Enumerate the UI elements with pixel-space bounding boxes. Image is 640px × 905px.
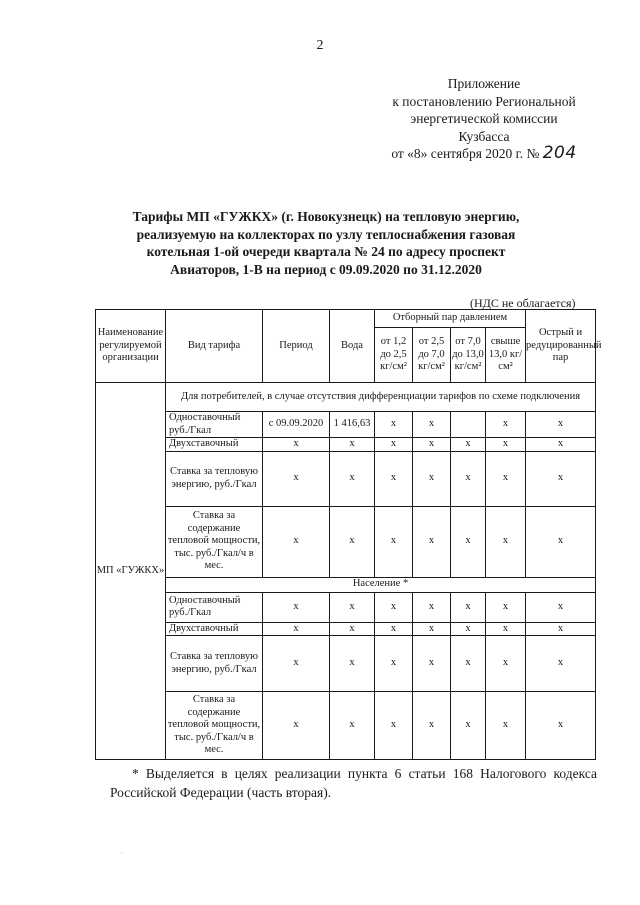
cell-pressure-4: x <box>486 412 526 438</box>
header-steam-group: Отборный пар давлением <box>375 310 526 328</box>
cell-period: x <box>263 438 330 452</box>
cell-pressure-4: x <box>486 622 526 636</box>
cell-water: x <box>330 592 375 622</box>
tariff-type: Ставка за тепловую энергию, руб./Гкал <box>166 636 263 692</box>
cell-pressure-3: x <box>451 622 486 636</box>
header-pressure-1: от 1,2 до 2,5 кг/см² <box>375 328 413 383</box>
cell-sharp-steam: x <box>526 412 596 438</box>
cell-period: x <box>263 592 330 622</box>
vat-note: (НДС не облагается) <box>470 296 576 310</box>
header-sharp-steam: Острый и редуцированный пар <box>526 310 596 383</box>
cell-period: с 09.09.2020 <box>263 412 330 438</box>
tariff-type: Одноставочный руб./Гкал <box>166 592 263 622</box>
cell-pressure-1: x <box>375 506 413 577</box>
tariff-type: Двухставочный <box>166 438 263 452</box>
cell-period: x <box>263 692 330 760</box>
tariff-type: Ставка за содержание тепловой мощности, тыс. руб./Гкал/ч в мес. <box>166 692 263 760</box>
cell-pressure-3 <box>451 412 486 438</box>
cell-pressure-1: x <box>375 622 413 636</box>
cell-water: x <box>330 622 375 636</box>
cell-pressure-1: x <box>375 438 413 452</box>
organization-name: МП «ГУЖКХ» <box>96 383 166 760</box>
decree-number-handwritten: 204 <box>542 143 577 163</box>
cell-pressure-4: x <box>486 438 526 452</box>
appendix-title: Приложение <box>447 76 521 91</box>
cell-pressure-1: x <box>375 636 413 692</box>
header-pressure-3: от 7,0 до 13,0 кг/см² <box>451 328 486 383</box>
cell-sharp-steam: x <box>526 692 596 760</box>
cell-sharp-steam: x <box>526 438 596 452</box>
appendix-date: от «8» сентября 2020 г. № <box>391 146 540 161</box>
section-population: Население * <box>166 577 596 592</box>
cell-period: x <box>263 622 330 636</box>
document-title: Тарифы МП «ГУЖКХ» (г. Новокузнецк) на тепловую энергию, реализуемую на коллекторах по узлу теплоснабжения газовая котельная 1-ой очереди квартала № 24 по адресу проспект Авиаторов, 1-В на период с 09.09.2020 по 31.12.2020 <box>132 209 520 277</box>
cell-water: 1 416,63 <box>330 412 375 438</box>
cell-water: x <box>330 451 375 506</box>
cell-water: x <box>330 506 375 577</box>
cell-pressure-2: x <box>413 592 451 622</box>
footnote: * Выделяется в целях реализации пункта 6 статьи 168 Налогового кодекса Российской Федерации (часть вторая). <box>110 766 597 800</box>
cell-sharp-steam: x <box>526 622 596 636</box>
header-pressure-4: свыше 13,0 кг/см² <box>486 328 526 383</box>
tariff-type: Одноставочный руб./Гкал <box>166 412 263 438</box>
cell-pressure-3: x <box>451 592 486 622</box>
cell-sharp-steam: x <box>526 451 596 506</box>
cell-sharp-steam: x <box>526 636 596 692</box>
cell-pressure-4: x <box>486 451 526 506</box>
cell-pressure-3: x <box>451 636 486 692</box>
page-number: 2 <box>316 38 324 53</box>
appendix-date-line <box>378 145 590 163</box>
cell-pressure-4: x <box>486 692 526 760</box>
cell-pressure-1: x <box>375 412 413 438</box>
cell-sharp-steam: x <box>526 592 596 622</box>
cell-pressure-2: x <box>413 438 451 452</box>
cell-period: x <box>263 506 330 577</box>
cell-pressure-3: x <box>451 438 486 452</box>
cell-pressure-2: x <box>413 412 451 438</box>
cell-pressure-1: x <box>375 451 413 506</box>
cell-water: x <box>330 438 375 452</box>
cell-pressure-4: x <box>486 592 526 622</box>
stray-mark: ` <box>121 853 123 859</box>
cell-pressure-3: x <box>451 692 486 760</box>
tariff-type: Двухставочный <box>166 622 263 636</box>
section-consumers: Для потребителей, в случае отсутствия дифференциации тарифов по схеме подключения <box>166 383 596 412</box>
tariff-type: Ставка за содержание тепловой мощности, тыс. руб./Гкал/ч в мес. <box>166 506 263 577</box>
header-water: Вода <box>330 310 375 383</box>
cell-pressure-4: x <box>486 636 526 692</box>
cell-pressure-2: x <box>413 692 451 760</box>
tariff-table <box>95 309 602 760</box>
header-tariff-type: Вид тарифа <box>166 310 263 383</box>
cell-pressure-3: x <box>451 506 486 577</box>
header-pressure-2: от 2,5 до 7,0 кг/см² <box>413 328 451 383</box>
cell-pressure-2: x <box>413 636 451 692</box>
cell-water: x <box>330 692 375 760</box>
appendix-block <box>378 75 590 163</box>
appendix-line-commission: энергетической комиссии <box>410 111 558 126</box>
tariff-type: Ставка за тепловую энергию, руб./Гкал <box>166 451 263 506</box>
cell-period: x <box>263 636 330 692</box>
cell-pressure-3: x <box>451 451 486 506</box>
header-org: Наименование регулируемой организации <box>96 310 166 383</box>
cell-pressure-2: x <box>413 622 451 636</box>
cell-pressure-2: x <box>413 506 451 577</box>
cell-pressure-1: x <box>375 592 413 622</box>
appendix-line-decree: к постановлению Региональной <box>392 93 576 109</box>
header-period: Период <box>263 310 330 383</box>
cell-period: x <box>263 451 330 506</box>
cell-pressure-4: x <box>486 506 526 577</box>
cell-pressure-2: x <box>413 451 451 506</box>
appendix-line-region: Кузбасса <box>458 128 510 144</box>
cell-water: x <box>330 636 375 692</box>
cell-pressure-1: x <box>375 692 413 760</box>
cell-sharp-steam: x <box>526 506 596 577</box>
